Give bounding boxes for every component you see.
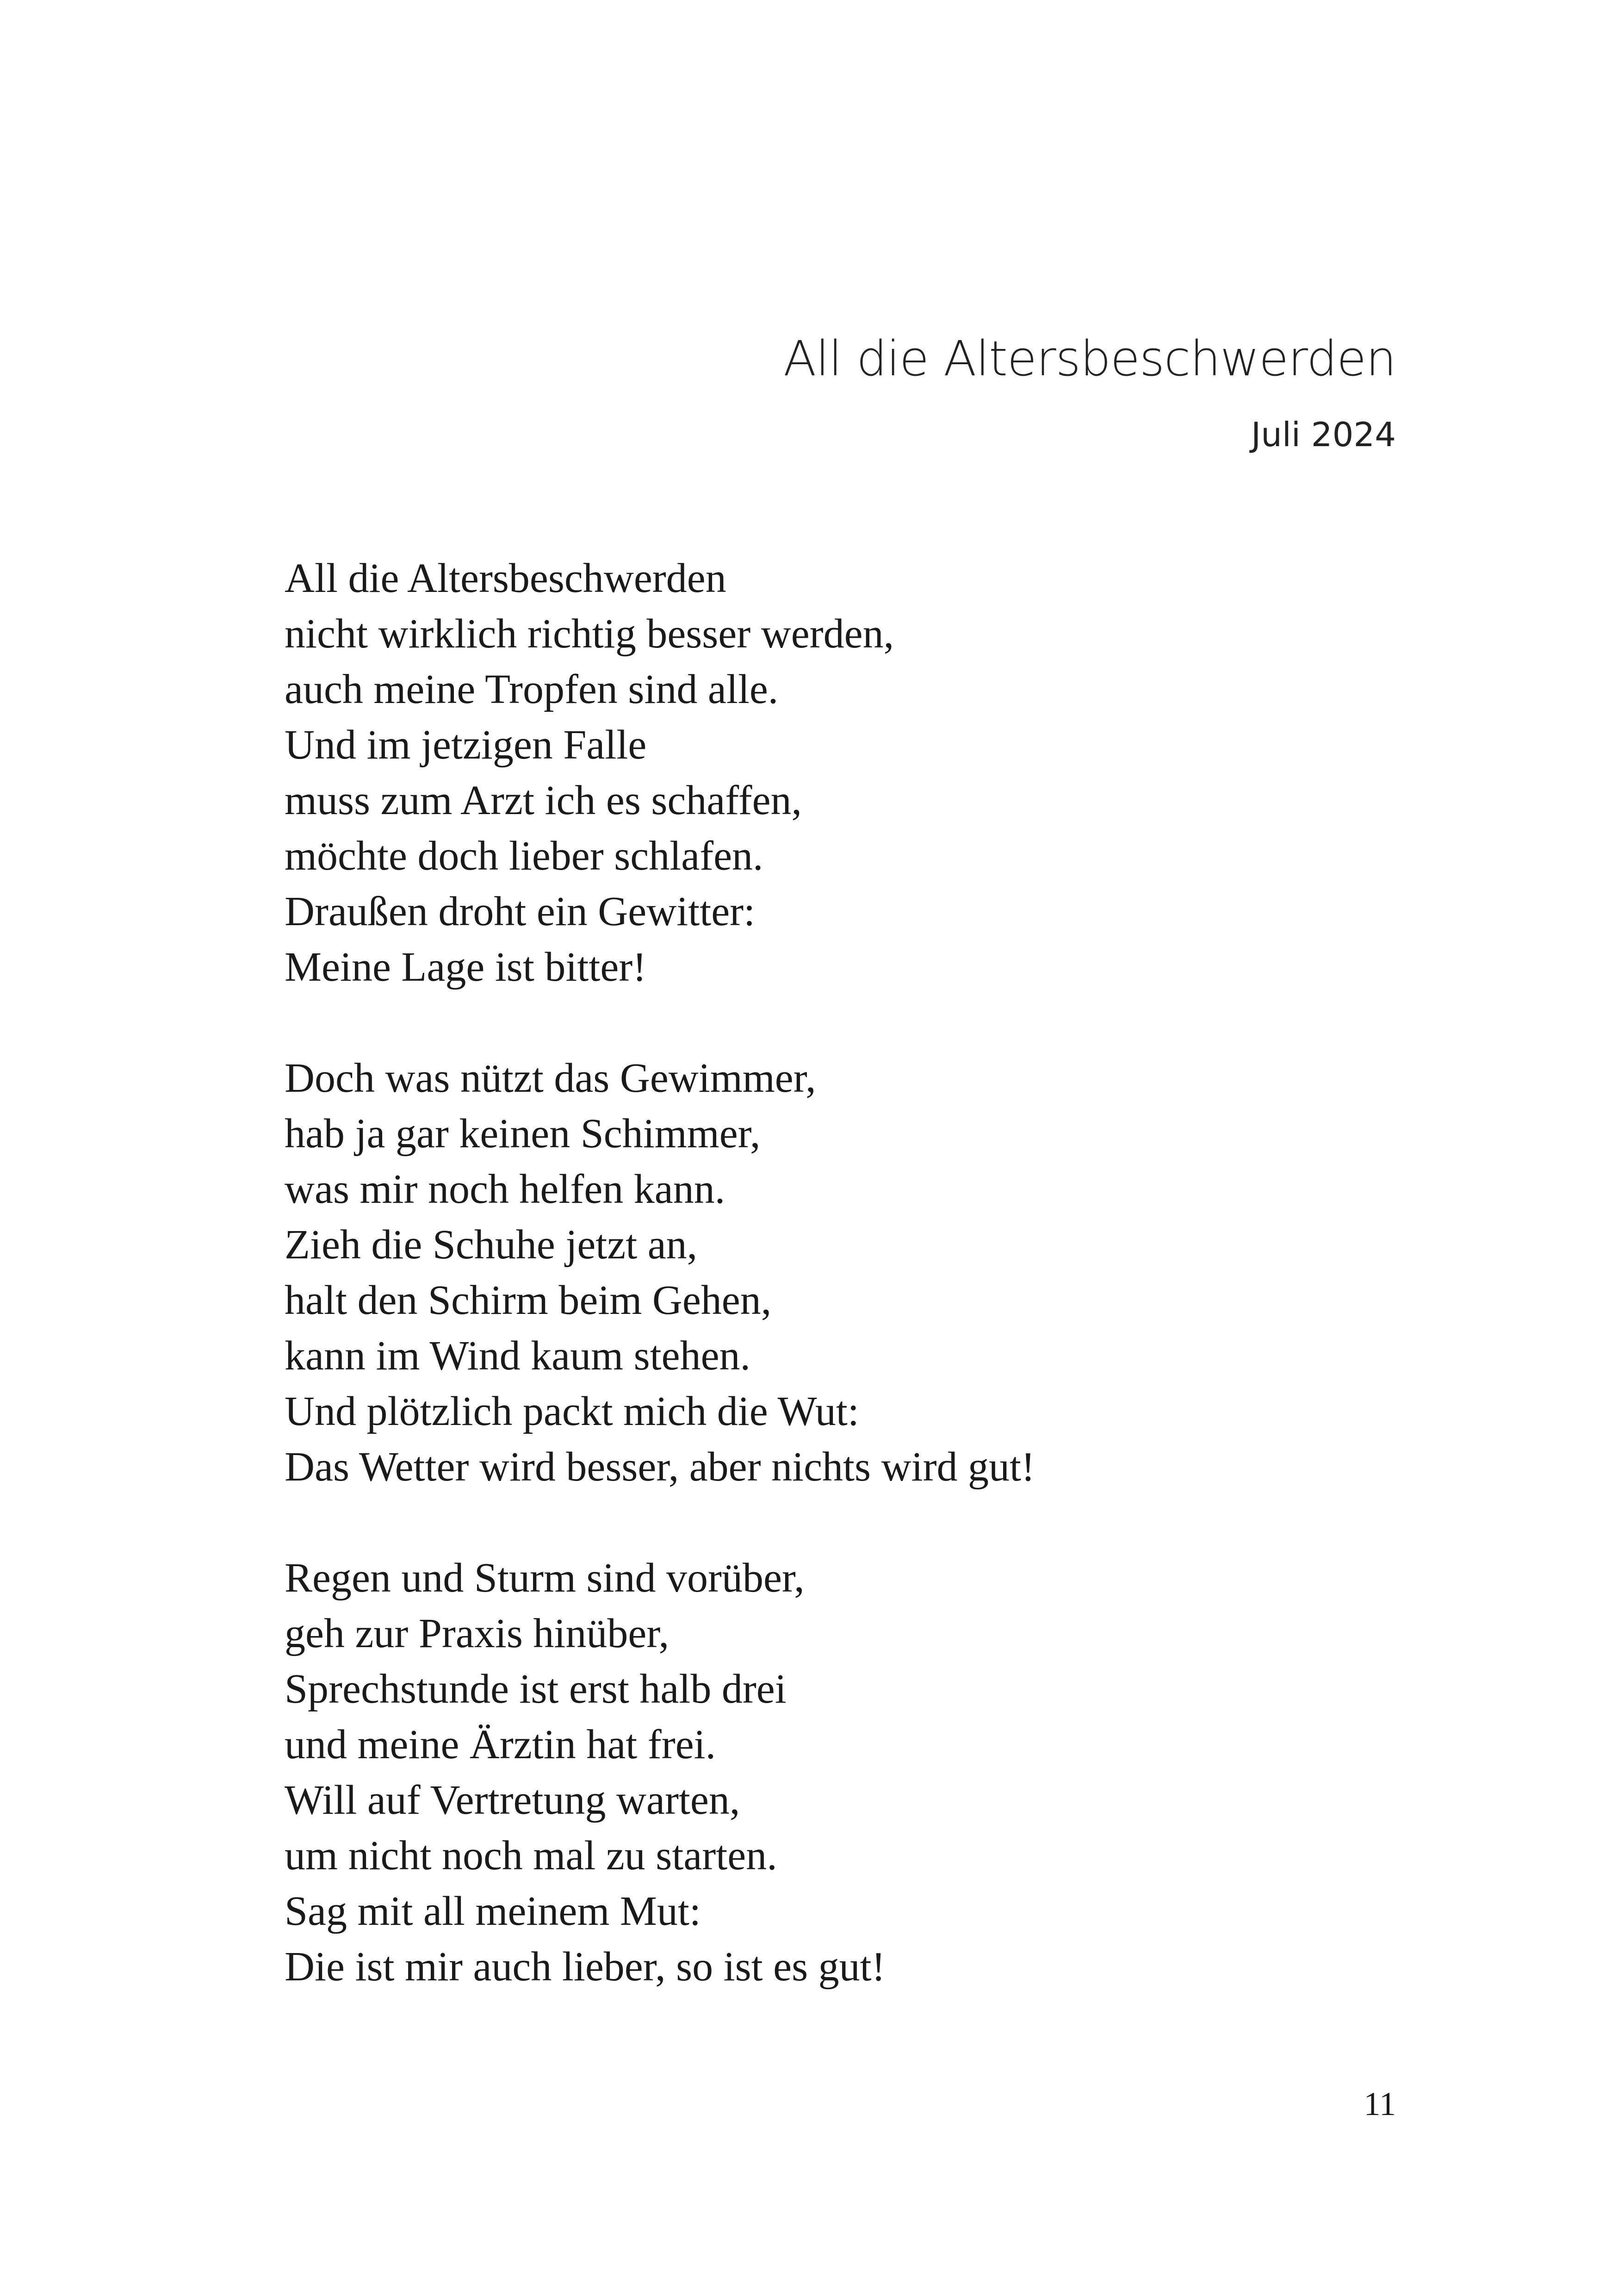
poem-line: hab ja gar keinen Schimmer, [285, 1111, 761, 1157]
poem-line: Und plötzlich packt mich die Wut: [285, 1388, 859, 1434]
stanza-3 [285, 1550, 1035, 1995]
poem-line: auch meine Tropfen sind alle. [285, 666, 779, 712]
poem-line: Die ist mir auch lieber, so ist es gut! [285, 1944, 886, 1990]
poem-line: All die Altersbeschwerden [285, 555, 726, 601]
poem-line: um nicht noch mal zu starten. [285, 1833, 777, 1879]
poem-body [285, 551, 1035, 2050]
poem-line: Draußen droht ein Gewitter: [285, 889, 756, 934]
poem-line: Sprechstunde ist erst halb drei [285, 1666, 787, 1712]
stanza-1 [285, 551, 1035, 995]
poem-line: halt den Schirm beim Gehen, [285, 1277, 772, 1323]
poem-line: muss zum Arzt ich es schaffen, [285, 778, 802, 823]
poem-line: Will auf Vertretung warten, [285, 1777, 740, 1823]
poem-line: Sag mit all meinem Mut: [285, 1888, 701, 1934]
poem-line: Doch was nützt das Gewimmer, [285, 1055, 816, 1101]
poem-date: Juli 2024 [1251, 415, 1396, 454]
poem-line: möchte doch lieber schlafen. [285, 833, 763, 879]
poem-title: All die Altersbeschwerden [783, 330, 1396, 387]
poem-line: was mir noch helfen kann. [285, 1166, 725, 1212]
page-number: 11 [1364, 2085, 1396, 2122]
poem-line: Meine Lage ist bitter! [285, 944, 647, 990]
stanza-2 [285, 1051, 1035, 1495]
poem-line: Das Wetter wird besser, aber nichts wird gut! [285, 1444, 1035, 1490]
poem-line: Regen und Sturm sind vorüber, [285, 1555, 805, 1601]
poem-line: Zieh die Schuhe jetzt an, [285, 1222, 698, 1268]
poem-line: geh zur Praxis hinüber, [285, 1611, 670, 1656]
poem-line: nicht wirklich richtig besser werden, [285, 611, 894, 657]
poem-line: kann im Wind kaum stehen. [285, 1333, 751, 1379]
poem-line: Und im jetzigen Falle [285, 722, 647, 768]
poem-line: und meine Ärztin hat frei. [285, 1722, 716, 1767]
